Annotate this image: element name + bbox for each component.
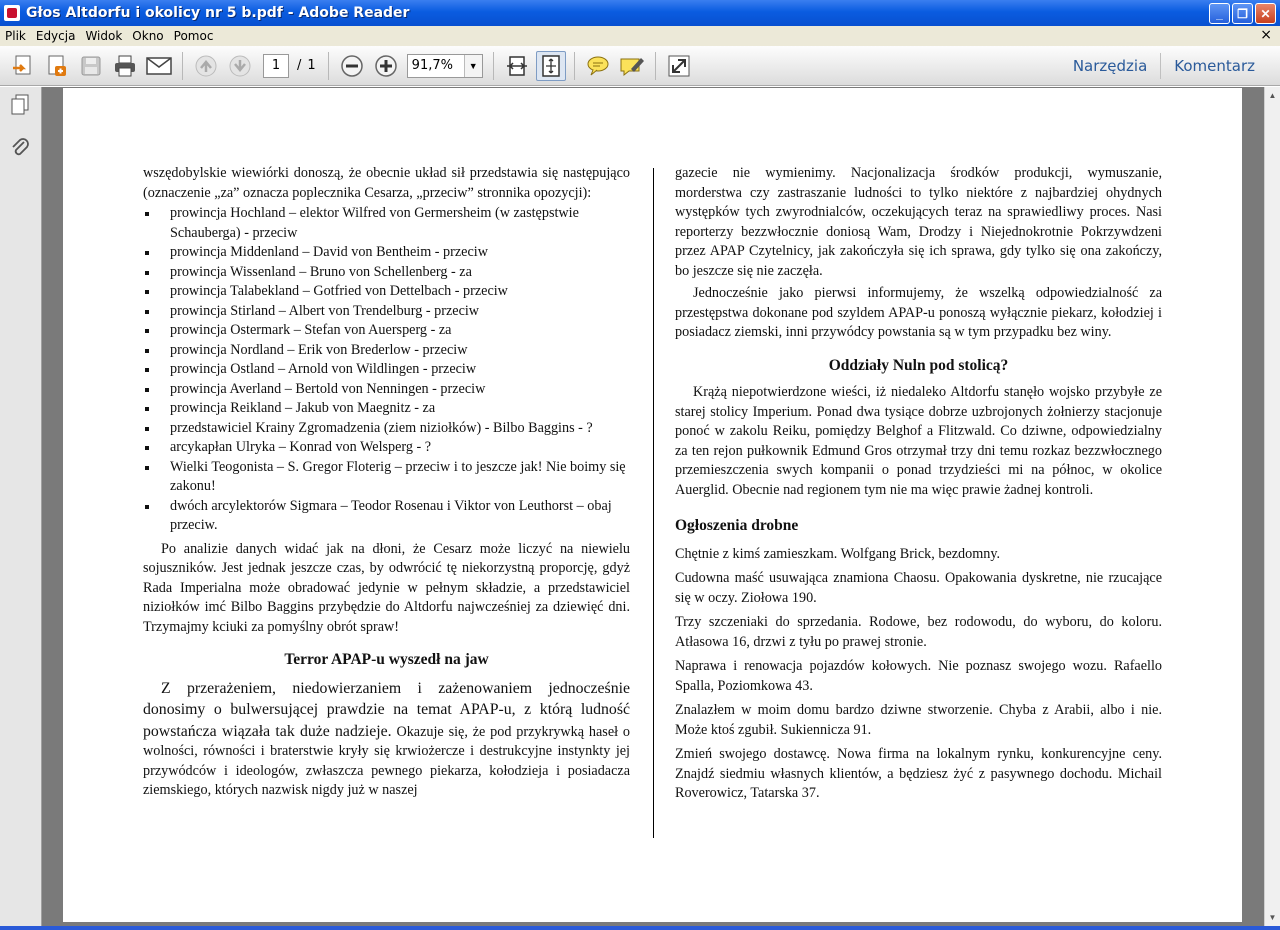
comment-link[interactable]: Komentarz	[1174, 57, 1255, 75]
list-item: przedstawiciel Krainy Zgromadzenia (ziem niziołków) - Bilbo Baggins - ?	[143, 419, 630, 439]
menu-plik[interactable]: Plik	[5, 29, 26, 43]
open-file-icon[interactable]	[8, 51, 38, 81]
page-number-input[interactable]: 1	[263, 54, 289, 78]
list-item: prowincja Stirland – Albert von Trendelburg - przeciw	[143, 302, 630, 322]
list-item: arcykapłan Ulryka – Konrad von Welsperg - ?	[143, 438, 630, 458]
zoom-select[interactable]	[407, 54, 483, 78]
list-item: prowincja Middenland – David von Bentheim - przeciw	[143, 243, 630, 263]
terror-body: Okazuje się, że pod przykrywką haseł o wolności, równości i braterstwie kryły się krwiożercze i destrukcyjne instynkty jej przywódców i ideologów, zwłaszcza pewnego piekarza, kołodzieja i posiadacza ziemskiego, których nazwisk nigdy już w naszej	[143, 723, 630, 798]
menu-pomoc[interactable]: Pomoc	[173, 29, 214, 43]
pages-panel-icon[interactable]	[8, 93, 32, 117]
pdf-page	[63, 88, 1242, 922]
ad-item: Znalazłem w moim domu bardzo dziwne stworzenie. Chyba z Arabii, albo i nie. Może ktoś zgubił. Sukiennicza 91.	[675, 702, 1162, 738]
zoom-value: 91,7%	[411, 58, 453, 73]
terror-continued-paragraph: gazecie nie wymienimy. Nacjonalizacja środków produkcji, wymuszanie, morderstwa czy zastraszanie ludności to tylko niektóre z najbardziej ohydnych występków tych zwyrodnialców, oczekujących teraz na sprawiedliwy proces. Nasi reporterzy bezzwłocznie doniosą Wam, Drodzy i Niejednokrotnie Pokrzywdzeni przez APAP Czytelnicy, jak zakończyła się ich sprawa, gdy tylko się ona zakończy, bo jeszcze się nie zaczęła.	[675, 165, 1162, 279]
minimize-button[interactable]: _	[1209, 3, 1230, 24]
column-divider	[653, 168, 654, 838]
analysis-paragraph: Po analizie danych widać jak na dłoni, że Cesarz może liczyć na niewielu sojuszników. Jest jednak jeszcze czas, by odwrócić tę niekorzystną proporcję, gdyż Rada Imperialna może obradować jedynie w pełnym składzie, a przedstawiciel niziołków imć Bilbo Baggins przybędzie do Altdorfu najwcześniej za dziewięć dni. Trzymajmy kciuki za pomyślny obrót spraw!	[143, 540, 630, 635]
taskbar-edge	[0, 926, 1280, 930]
document-close-button[interactable]: ×	[1260, 27, 1272, 43]
tools-link[interactable]: Narzędzia	[1072, 57, 1148, 75]
close-button[interactable]: ✕	[1255, 3, 1276, 24]
page-separator: /	[297, 58, 302, 73]
print-icon[interactable]	[110, 51, 140, 81]
intro-paragraph: wszędobylskie wiewiórki donoszą, że obecnie układ sił przedstawia się następująco (oznaczenie „za” oznacza poplecznika Cesarza, „przeciw” stronnika opozycji):	[143, 165, 630, 201]
highlight-pen-icon[interactable]	[617, 51, 647, 81]
right-column	[675, 164, 1162, 809]
list-item: dwóch arcylektorów Sigmara – Teodor Rosenau i Viktor von Leuthorst – obaj przeciw.	[143, 497, 630, 536]
scroll-down-icon[interactable]: ▼	[1268, 913, 1277, 922]
adobe-reader-icon	[4, 5, 20, 21]
list-item: prowincja Ostermark – Stefan von Auersperg - za	[143, 321, 630, 341]
fit-page-icon[interactable]	[536, 51, 566, 81]
email-icon[interactable]	[144, 51, 174, 81]
zoom-in-icon[interactable]	[371, 51, 401, 81]
nuln-paragraph: Krążą niepotwierdzone wieści, iż niedaleko Altdorfu stanęło wojsko przybyłe ze starej stolicy Imperium. Ponad dwa tysiące dobrze uzbrojonych żołnierzy stacjonuje ponoć w zakolu Reiku, pomiędzy Belghof a Flitzwald. Co dziwne, odpowiedzialny za ten rejon pułkownik Edmund Gros otrzymał trzy dni temu rozkaz bezzwłocznego przemieszczenia swych kompanii o ponad trzydzieści mi na północ, w okolice Auerglid. Obecnie nad regionem tym nie ma więc prawie żadnej kontroli.	[675, 384, 1162, 498]
vertical-scrollbar[interactable]	[1264, 87, 1280, 926]
scroll-up-icon[interactable]: ▲	[1268, 91, 1277, 100]
nuln-heading: Oddziały Nuln pod stolicą?	[828, 356, 1009, 374]
terror-heading: Terror APAP-u wyszedł na jaw	[284, 651, 489, 668]
ad-item: Chętnie z kimś zamieszkam. Wolfgang Brick, bezdomny.	[675, 545, 1001, 562]
page-total: 1	[307, 58, 316, 73]
list-item: prowincja Talabekland – Gotfried von Dettelbach - przeciw	[143, 282, 630, 302]
comment-note-icon[interactable]	[583, 51, 613, 81]
list-item: prowincja Nordland – Erik von Brederlow - przeciw	[143, 341, 630, 361]
list-item: prowincja Hochland – elektor Wilfred von Germersheim (w zastępstwie Schauberga) - przeciw	[143, 204, 630, 243]
menu-okno[interactable]: Okno	[132, 29, 164, 43]
create-pdf-icon[interactable]	[42, 51, 72, 81]
list-item: prowincja Reikland – Jakub von Maegnitz - za	[143, 399, 630, 419]
list-item: Wielki Teogonista – S. Gregor Floterig – przeciw i to jeszcze jak! Nie boimy się zakonu!	[143, 458, 630, 497]
zoom-out-icon[interactable]	[337, 51, 367, 81]
window-controls	[1209, 3, 1276, 24]
next-page-icon[interactable]	[225, 51, 255, 81]
terror-paragraph	[143, 678, 630, 801]
ads-heading: Ogłoszenia drobne	[675, 517, 799, 534]
title-bar	[0, 0, 1280, 26]
full-screen-icon[interactable]	[664, 51, 694, 81]
council-list	[143, 204, 630, 536]
attachments-paperclip-icon[interactable]	[8, 135, 32, 159]
previous-page-icon[interactable]	[191, 51, 221, 81]
window-title: Głos Altdorfu i okolicy nr 5 b.pdf - Adobe Reader	[26, 5, 410, 21]
menu-bar	[0, 26, 1280, 46]
save-icon[interactable]	[76, 51, 106, 81]
menu-edycja[interactable]: Edycja	[35, 29, 76, 43]
ad-item: Cudowna maść usuwająca znamiona Chaosu. Opakowania dyskretne, nie rzucające się w oczy. Ziołowa 190.	[675, 570, 1162, 606]
list-item: prowincja Ostland – Arnold von Wildlingen - przeciw	[143, 360, 630, 380]
fit-width-icon[interactable]	[502, 51, 532, 81]
ad-item: Zmień swojego dostawcę. Nowa firma na lokalnym rynku, konkurencyjne ceny. Znajdź siedmiu własnych klientów, a będziesz żyć z pasywnego dochodu. Michail Roverowicz, Tatarska 37.	[675, 746, 1162, 801]
chevron-down-icon[interactable]: ▼	[464, 55, 482, 77]
left-column	[143, 164, 630, 801]
ad-item: Trzy szczeniaki do sprzedania. Rodowe, bez rodowodu, do wyboru, do koloru. Atłasowa 16, drzwi z tyłu po prawej stronie.	[675, 614, 1162, 650]
toolbar	[0, 46, 1280, 86]
maximize-button[interactable]: ❐	[1232, 3, 1253, 24]
menu-widok[interactable]: Widok	[85, 29, 123, 43]
list-item: prowincja Averland – Bertold von Nenningen - przeciw	[143, 380, 630, 400]
list-item: prowincja Wissenland – Bruno von Schellenberg - za	[143, 263, 630, 283]
responsibility-paragraph: Jednocześnie jako pierwsi informujemy, że wszelką odpowiedzialność za przestępstwa dokonane pod szyldem APAP-u ponoszą wyłącznie piekarz, kołodziej i posiadacz ziemski, inni przywódcy powstania są w tym przypadku bez winy.	[675, 285, 1162, 340]
navigation-pane	[0, 87, 42, 926]
toolbar-right-panel	[1060, 46, 1268, 86]
terror-lead: Z przerażeniem, niedowierzaniem i zażenowaniem jednocześnie donosimy o bulwersującej prawdzie na temat APAP-u, z którą ludność powstańcza wiązała tak duże nadzieje.	[143, 679, 630, 740]
ad-item: Naprawa i renowacja pojazdów kołowych. Nie poznasz swojego wozu. Rafaello Spalla, Poziomkowa 43.	[675, 658, 1162, 694]
